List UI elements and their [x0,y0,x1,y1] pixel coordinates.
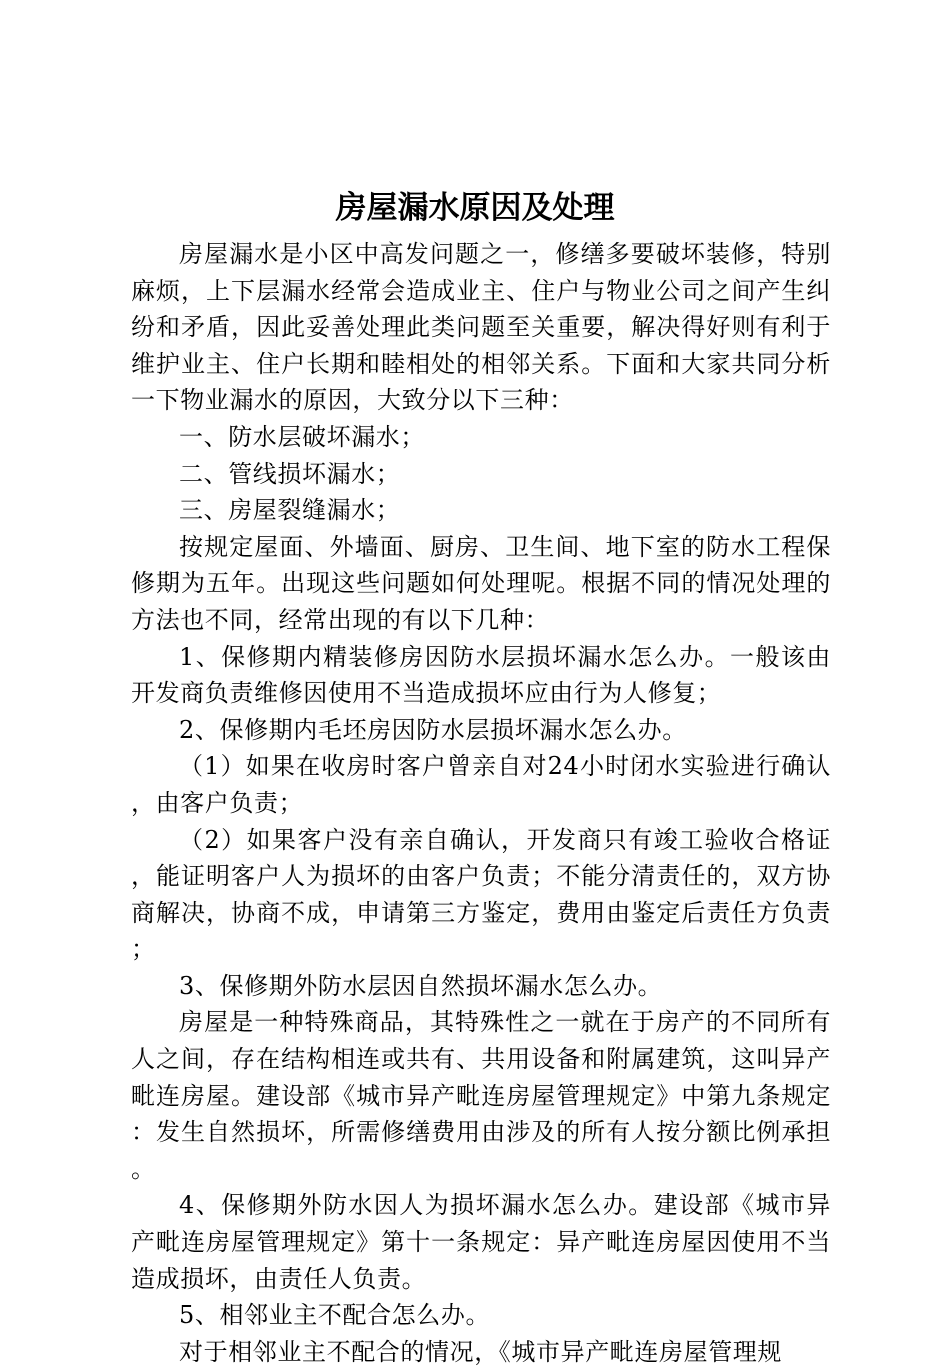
paragraph-cause-2: 二、管线损坏漏水； [179,459,401,488]
paragraph-case-1: 1、保修期内精装修房因防水层损坏漏水怎么办。一般该由开发商负责维修因使用不当造成损坏应由行为人修复； [131,642,831,708]
paragraph-case-5-detail: 对于相邻业主不配合的情况，《城市异产毗连房屋管理规 [179,1337,782,1366]
paragraph-case-3: 3、保修期外防水层因自然损坏漏水怎么办。 [179,971,663,1000]
paragraph-case-3-detail: 房屋是一种特殊商品，其特殊性之一就在于房产的不同所有人之间，存在结构相连或共有、共用设备和附属建筑，这叫异产毗连房屋。建设部《城市异产毗连房屋管理规定》中第九条规定：发生自然损坏，所需修缮费用由涉及的所有人按分额比例承担。 [131,1008,831,1183]
document-body [131,236,831,1370]
paragraph-cause-3: 三、房屋裂缝漏水； [179,496,401,525]
paragraph-case-2-sub-1: （1）如果在收房时客户曾亲自对24小时闭水实验进行确认，由客户负责； [131,752,831,817]
paragraph-case-5: 5、相邻业主不配合怎么办。 [179,1301,491,1330]
document-title: 房屋漏水原因及处理 [335,190,615,226]
paragraph-case-2: 2、保修期内毛坯房因防水层损坏漏水怎么办。 [179,715,687,744]
paragraph-case-4: 4、保修期外防水因人为损坏漏水怎么办。建设部《城市异产毗连房屋管理规定》第十一条规定：异产毗连房屋因使用不当造成损坏，由责任人负责。 [131,1191,831,1293]
paragraph-warranty: 按规定屋面、外墙面、厨房、卫生间、地下室的防水工程保修期为五年。出现这些问题如何处理呢。根据不同的情况处理的方法也不同，经常出现的有以下几种： [131,532,831,634]
paragraph-case-2-sub-2: （2）如果客户没有亲自确认，开发商只有竣工验收合格证，能证明客户人为损坏的由客户负责；不能分清责任的，双方协商解决，协商不成，申请第三方鉴定，费用由鉴定后责任方负责； [131,825,831,964]
paragraph-intro: 房屋漏水是小区中高发问题之一，修缮多要破坏装修，特别麻烦，上下层漏水经常会造成业主、住户与物业公司之间产生纠纷和矛盾，因此妥善处理此类问题至关重要，解决得好则有利于维护业主、住户长期和睦相处的相邻关系。下面和大家共同分析一下物业漏水的原因，大致分以下三种： [131,240,831,415]
paragraph-cause-1: 一、防水层破坏漏水； [179,422,425,451]
